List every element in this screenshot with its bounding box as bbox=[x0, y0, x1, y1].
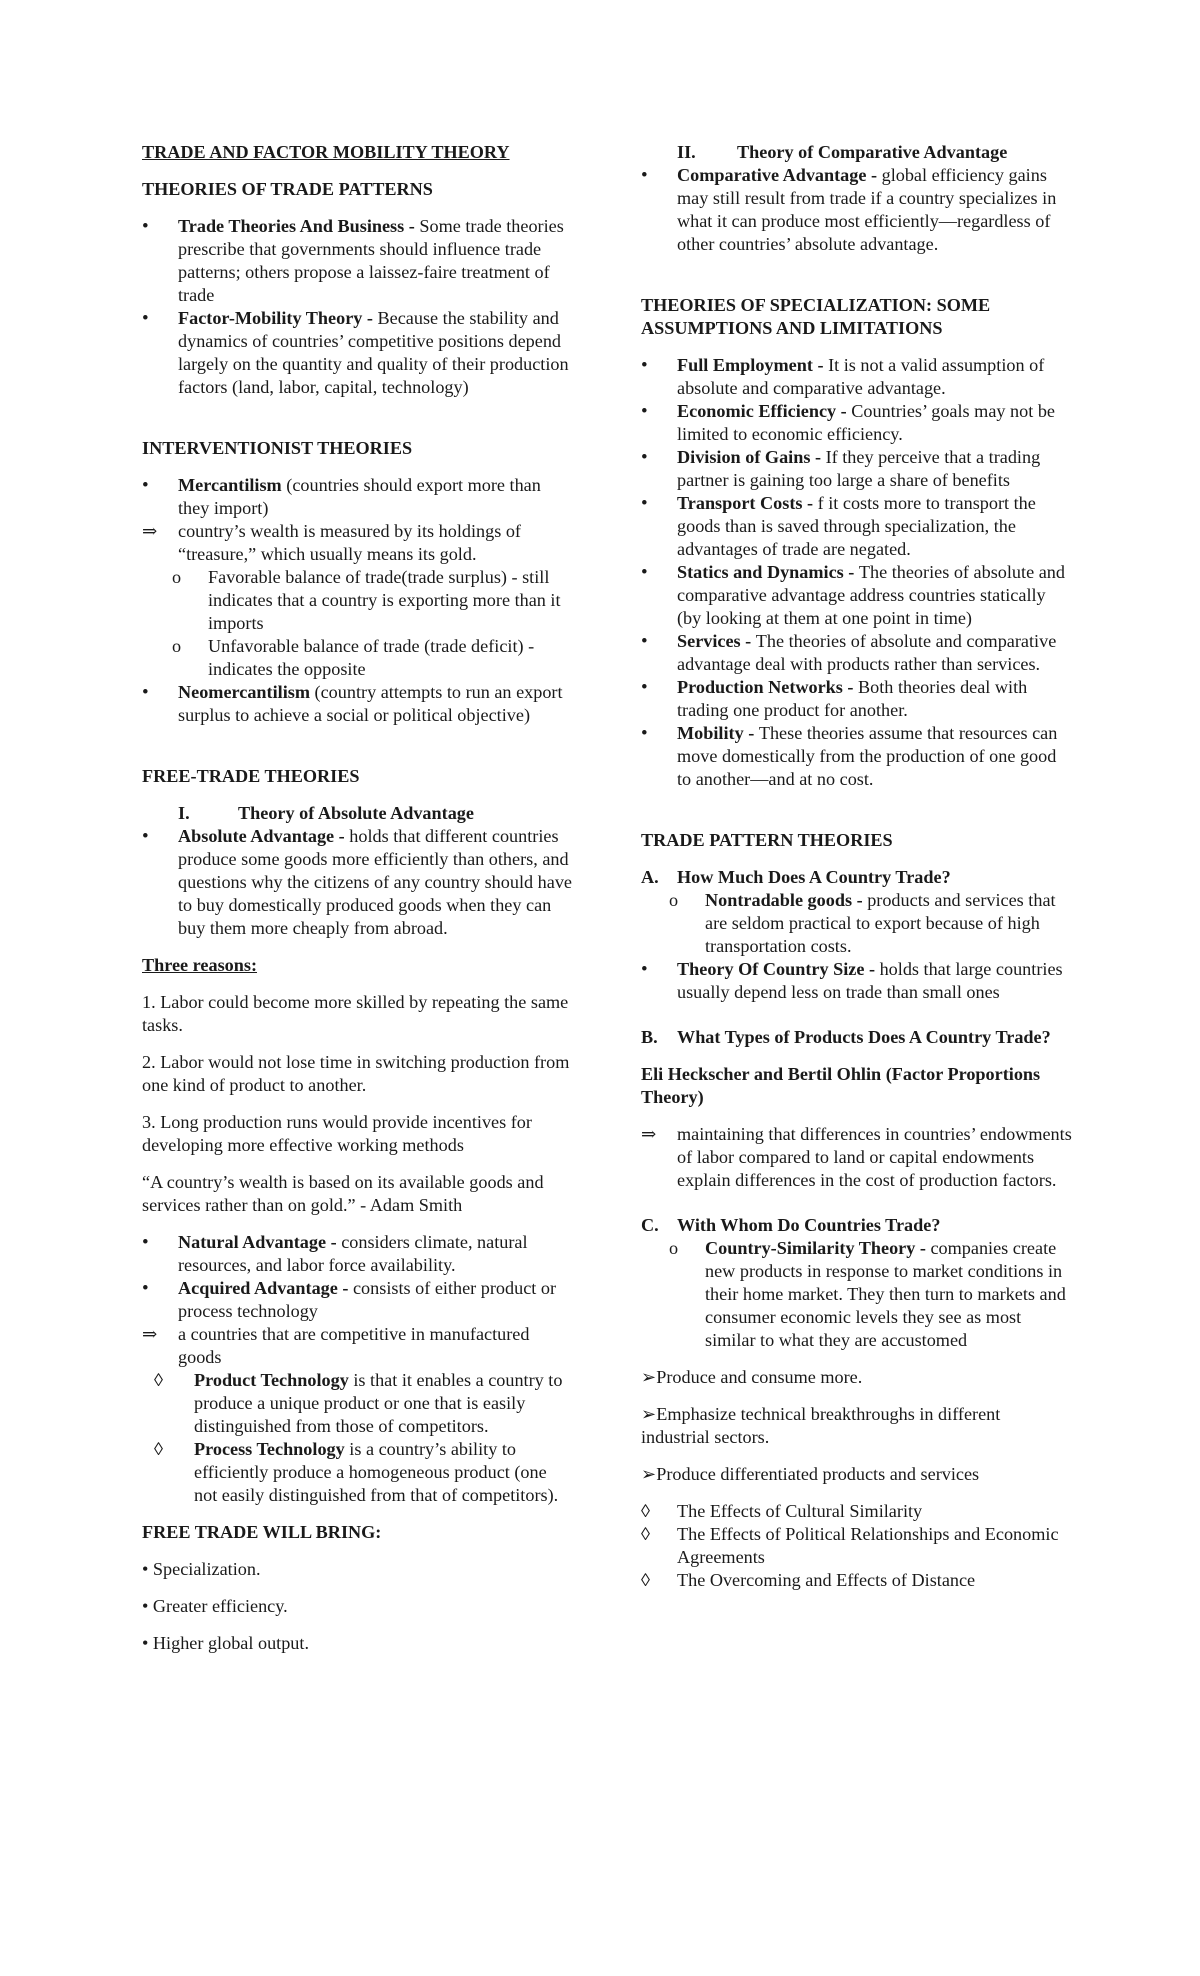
circle-bullet-icon: o bbox=[669, 1238, 679, 1258]
item-term: Product Technology bbox=[194, 1370, 349, 1390]
heading-specialization: THEORIES OF SPECIALIZATION: SOME ASSUMPTIONS AND LIMITATIONS bbox=[641, 295, 991, 338]
section-number: I. bbox=[178, 803, 190, 823]
section-title: How Much Does A Country Trade? bbox=[677, 867, 951, 887]
diamond-icon: ◊ bbox=[641, 1524, 650, 1544]
section-title: Theory of Comparative Advantage bbox=[737, 142, 1008, 162]
item-term: Natural Advantage - bbox=[178, 1232, 342, 1252]
section-number: B. bbox=[641, 1027, 658, 1047]
list-item bbox=[142, 520, 572, 566]
section-title: Theory of Absolute Advantage bbox=[238, 803, 474, 823]
section-number: II. bbox=[677, 142, 696, 162]
list-item bbox=[142, 1438, 572, 1507]
item-text: country’s wealth is measured by its holdings of “treasure,” which usually means its gold. bbox=[178, 521, 521, 564]
document-title: TRADE AND FACTOR MOBILITY THEORY bbox=[142, 142, 510, 162]
arrowhead-item: ➢Emphasize technical breakthroughs in different industrial sectors. bbox=[641, 1404, 1001, 1447]
item-text: holds that large countries usually depend less on trade than small ones bbox=[677, 959, 1063, 1002]
item-text: maintaining that differences in countries’ endowments of labor compared to land or capital endowments explain differences in the cost of production factors. bbox=[677, 1124, 1072, 1190]
list-item bbox=[641, 492, 1073, 561]
item-text: It is not a valid assumption of absolute and comparative advantage. bbox=[677, 355, 1045, 398]
item-text: The theories of absolute and comparative advantage deal with products rather than services. bbox=[677, 631, 1057, 674]
list-item bbox=[142, 1231, 572, 1277]
double-arrow-icon: ⇒ bbox=[641, 1124, 657, 1144]
item-text: These theories assume that resources can move domestically from the production of one good to another—and at no cost. bbox=[677, 723, 1058, 789]
reason-3: 3. Long production runs would provide incentives for developing more effective working methods bbox=[142, 1112, 532, 1155]
list-item bbox=[142, 566, 572, 635]
list-item bbox=[142, 474, 572, 520]
trade-patterns-list bbox=[142, 215, 572, 399]
heading-theories-trade-patterns: THEORIES OF TRADE PATTERNS bbox=[142, 179, 433, 199]
item-term: Full Employment - bbox=[677, 355, 829, 375]
bullet-icon bbox=[142, 1231, 172, 1254]
item-text: products and services that are seldom practical to export because of high transportation costs. bbox=[705, 890, 1056, 956]
item-term: Nontradable goods - bbox=[705, 890, 868, 910]
bullet-icon bbox=[641, 630, 671, 653]
list-item bbox=[641, 400, 1073, 446]
item-text: Because the stability and dynamics of countries’ competitive positions depend largely on the quantity and quality of their production factors (land, labor, capital, technology) bbox=[178, 308, 569, 397]
bring-item: • Higher global output. bbox=[142, 1633, 309, 1653]
arrowhead-item: ➢Produce differentiated products and services bbox=[641, 1464, 980, 1484]
left-column bbox=[142, 141, 572, 1655]
item-term: Theory Of Country Size - bbox=[677, 959, 880, 979]
list-item bbox=[142, 1369, 572, 1438]
item-term: Services - bbox=[677, 631, 756, 651]
bullet-icon bbox=[641, 492, 671, 515]
item-term: Economic Efficiency - bbox=[677, 401, 852, 421]
diamond-icon: ◊ bbox=[154, 1370, 163, 1390]
item-text: (countries should export more than they import) bbox=[178, 475, 541, 518]
circle-bullet-icon: o bbox=[172, 636, 182, 656]
list-item bbox=[641, 446, 1073, 492]
item-text: Some trade theories prescribe that governments should influence trade patterns; others propose a laissez-faire treatment of trade bbox=[178, 216, 564, 305]
subheading-absolute-advantage bbox=[142, 802, 572, 825]
specialization-list bbox=[641, 354, 1073, 791]
heckscher-ohlin-heading: Eli Heckscher and Bertil Ohlin (Factor Proportions Theory) bbox=[641, 1064, 1041, 1107]
list-item bbox=[641, 1237, 1073, 1352]
bullet-icon bbox=[641, 446, 671, 469]
bullet-icon bbox=[142, 215, 172, 238]
list-item bbox=[641, 630, 1073, 676]
item-text: The Effects of Cultural Similarity bbox=[677, 1501, 923, 1521]
diamond-icon: ◊ bbox=[641, 1570, 650, 1590]
bullet-icon bbox=[641, 164, 671, 187]
item-text: global efficiency gains may still result from trade if a country specializes in what it can produce most efficiently—regardless of other countries’ absolute advantage. bbox=[677, 165, 1057, 254]
adam-smith-quote: “A country’s wealth is based on its available goods and services rather than on gold.” - Adam Smith bbox=[142, 1172, 544, 1215]
interventionist-list bbox=[142, 474, 572, 727]
list-item bbox=[641, 1569, 1073, 1592]
bullet-icon bbox=[641, 354, 671, 377]
list-item bbox=[641, 354, 1073, 400]
reason-2: 2. Labor would not lose time in switching production from one kind of product to another. bbox=[142, 1052, 570, 1095]
subsection-c bbox=[641, 1214, 1073, 1237]
list-item bbox=[142, 681, 572, 727]
item-term: Acquired Advantage - bbox=[178, 1278, 353, 1298]
bullet-icon bbox=[641, 400, 671, 423]
subheading-comparative-advantage bbox=[641, 141, 1073, 164]
item-term: Mobility - bbox=[677, 723, 759, 743]
list-item bbox=[641, 164, 1073, 256]
bullet-icon bbox=[641, 561, 671, 584]
item-text: Favorable balance of trade(trade surplus) - still indicates that a country is exporting more than it imports bbox=[208, 567, 561, 633]
reason-1: 1. Labor could become more skilled by repeating the same tasks. bbox=[142, 992, 569, 1035]
list-item bbox=[641, 722, 1073, 791]
diamond-icon: ◊ bbox=[154, 1439, 163, 1459]
heading-trade-pattern-theories: TRADE PATTERN THEORIES bbox=[641, 830, 893, 850]
item-text: is a country’s ability to efficiently produce a homogeneous product (one not easily distinguished from that of competitors). bbox=[194, 1439, 559, 1505]
circle-bullet-icon: o bbox=[172, 567, 182, 587]
heading-free-trade: FREE-TRADE THEORIES bbox=[142, 766, 360, 786]
item-term: Country-Similarity Theory - bbox=[705, 1238, 931, 1258]
list-item bbox=[641, 561, 1073, 630]
list-item bbox=[641, 889, 1073, 958]
list-item bbox=[641, 1523, 1073, 1569]
section-title: What Types of Products Does A Country Trade? bbox=[677, 1027, 1051, 1047]
item-text: Both theories deal with trading one product for another. bbox=[677, 677, 1028, 720]
list-item bbox=[142, 1323, 572, 1369]
item-text: The Overcoming and Effects of Distance bbox=[677, 1570, 976, 1590]
subsection-b bbox=[641, 1026, 1073, 1049]
item-text: considers climate, natural resources, and labor force availability. bbox=[178, 1232, 528, 1275]
item-term: Division of Gains - bbox=[677, 447, 826, 467]
item-text: consists of either product or process technology bbox=[178, 1278, 557, 1321]
right-column bbox=[641, 141, 1073, 1592]
item-term: Factor-Mobility Theory - bbox=[178, 308, 378, 328]
double-arrow-icon: ⇒ bbox=[142, 521, 158, 541]
diamond-icon: ◊ bbox=[641, 1501, 650, 1521]
item-text: If they perceive that a trading partner is gaining too large a share of benefits bbox=[677, 447, 1041, 490]
item-term: Absolute Advantage - bbox=[178, 826, 350, 846]
item-term: Production Networks - bbox=[677, 677, 859, 697]
item-term: Statics and Dynamics - bbox=[677, 562, 859, 582]
list-item bbox=[641, 1500, 1073, 1523]
bullet-icon bbox=[142, 1277, 172, 1300]
bullet-icon bbox=[641, 722, 671, 745]
item-term: Comparative Advantage - bbox=[677, 165, 882, 185]
list-item bbox=[641, 958, 1073, 1004]
subsection-a bbox=[641, 866, 1073, 889]
item-text: f it costs more to transport the goods than is saved through specialization, the advantages of trade are negated. bbox=[677, 493, 1036, 559]
list-item bbox=[142, 215, 572, 307]
item-term: Transport Costs - bbox=[677, 493, 818, 513]
list-item bbox=[142, 825, 572, 940]
list-item bbox=[641, 676, 1073, 722]
item-text: Unfavorable balance of trade (trade deficit) - indicates the opposite bbox=[208, 636, 535, 679]
item-text: a countries that are competitive in manufactured goods bbox=[178, 1324, 530, 1367]
item-text: The Effects of Political Relationships and Economic Agreements bbox=[677, 1524, 1059, 1567]
heading-free-trade-bring: FREE TRADE WILL BRING: bbox=[142, 1522, 382, 1542]
bullet-icon bbox=[641, 676, 671, 699]
bullet-icon bbox=[142, 681, 172, 704]
double-arrow-icon: ⇒ bbox=[142, 1324, 158, 1344]
item-text: companies create new products in response to market conditions in their home market. They then turn to markets and consumer economic levels they see as most similar to what they are accustomed bbox=[705, 1238, 1066, 1350]
bring-item: • Greater efficiency. bbox=[142, 1596, 288, 1616]
item-text: (country attempts to run an export surplus to achieve a social or political objective) bbox=[178, 682, 563, 725]
item-term: Process Technology bbox=[194, 1439, 345, 1459]
bring-item: • Specialization. bbox=[142, 1559, 261, 1579]
item-term: Neomercantilism bbox=[178, 682, 310, 702]
bullet-icon bbox=[641, 958, 671, 981]
list-item bbox=[142, 1277, 572, 1323]
bullet-icon bbox=[142, 474, 172, 497]
item-text: Countries’ goals may not be limited to economic efficiency. bbox=[677, 401, 1055, 444]
effects-list bbox=[641, 1500, 1073, 1592]
circle-bullet-icon: o bbox=[669, 890, 679, 910]
section-number: A. bbox=[641, 867, 659, 887]
list-item bbox=[142, 307, 572, 399]
bullet-icon bbox=[142, 307, 172, 330]
item-text: The theories of absolute and comparative advantage address countries statically (by looking at them at one point in time) bbox=[677, 562, 1065, 628]
section-number: C. bbox=[641, 1215, 659, 1235]
item-text: is that it enables a country to produce a unique product or one that is easily distinguished from those of competitors. bbox=[194, 1370, 563, 1436]
item-text: holds that different countries produce some goods more efficiently than others, and questions why the citizens of any country should have to buy domestically produced goods when they can buy them more cheaply from abroad. bbox=[178, 826, 572, 938]
section-title: With Whom Do Countries Trade? bbox=[677, 1215, 941, 1235]
three-reasons-heading: Three reasons: bbox=[142, 955, 258, 975]
item-term: Trade Theories And Business - bbox=[178, 216, 420, 236]
item-term: Mercantilism bbox=[178, 475, 282, 495]
heading-interventionist: INTERVENTIONIST THEORIES bbox=[142, 438, 413, 458]
list-item bbox=[142, 635, 572, 681]
arrowhead-item: ➢Produce and consume more. bbox=[641, 1367, 863, 1387]
list-item bbox=[641, 1123, 1073, 1192]
advantage-list bbox=[142, 1231, 572, 1507]
bullet-icon bbox=[142, 825, 172, 848]
